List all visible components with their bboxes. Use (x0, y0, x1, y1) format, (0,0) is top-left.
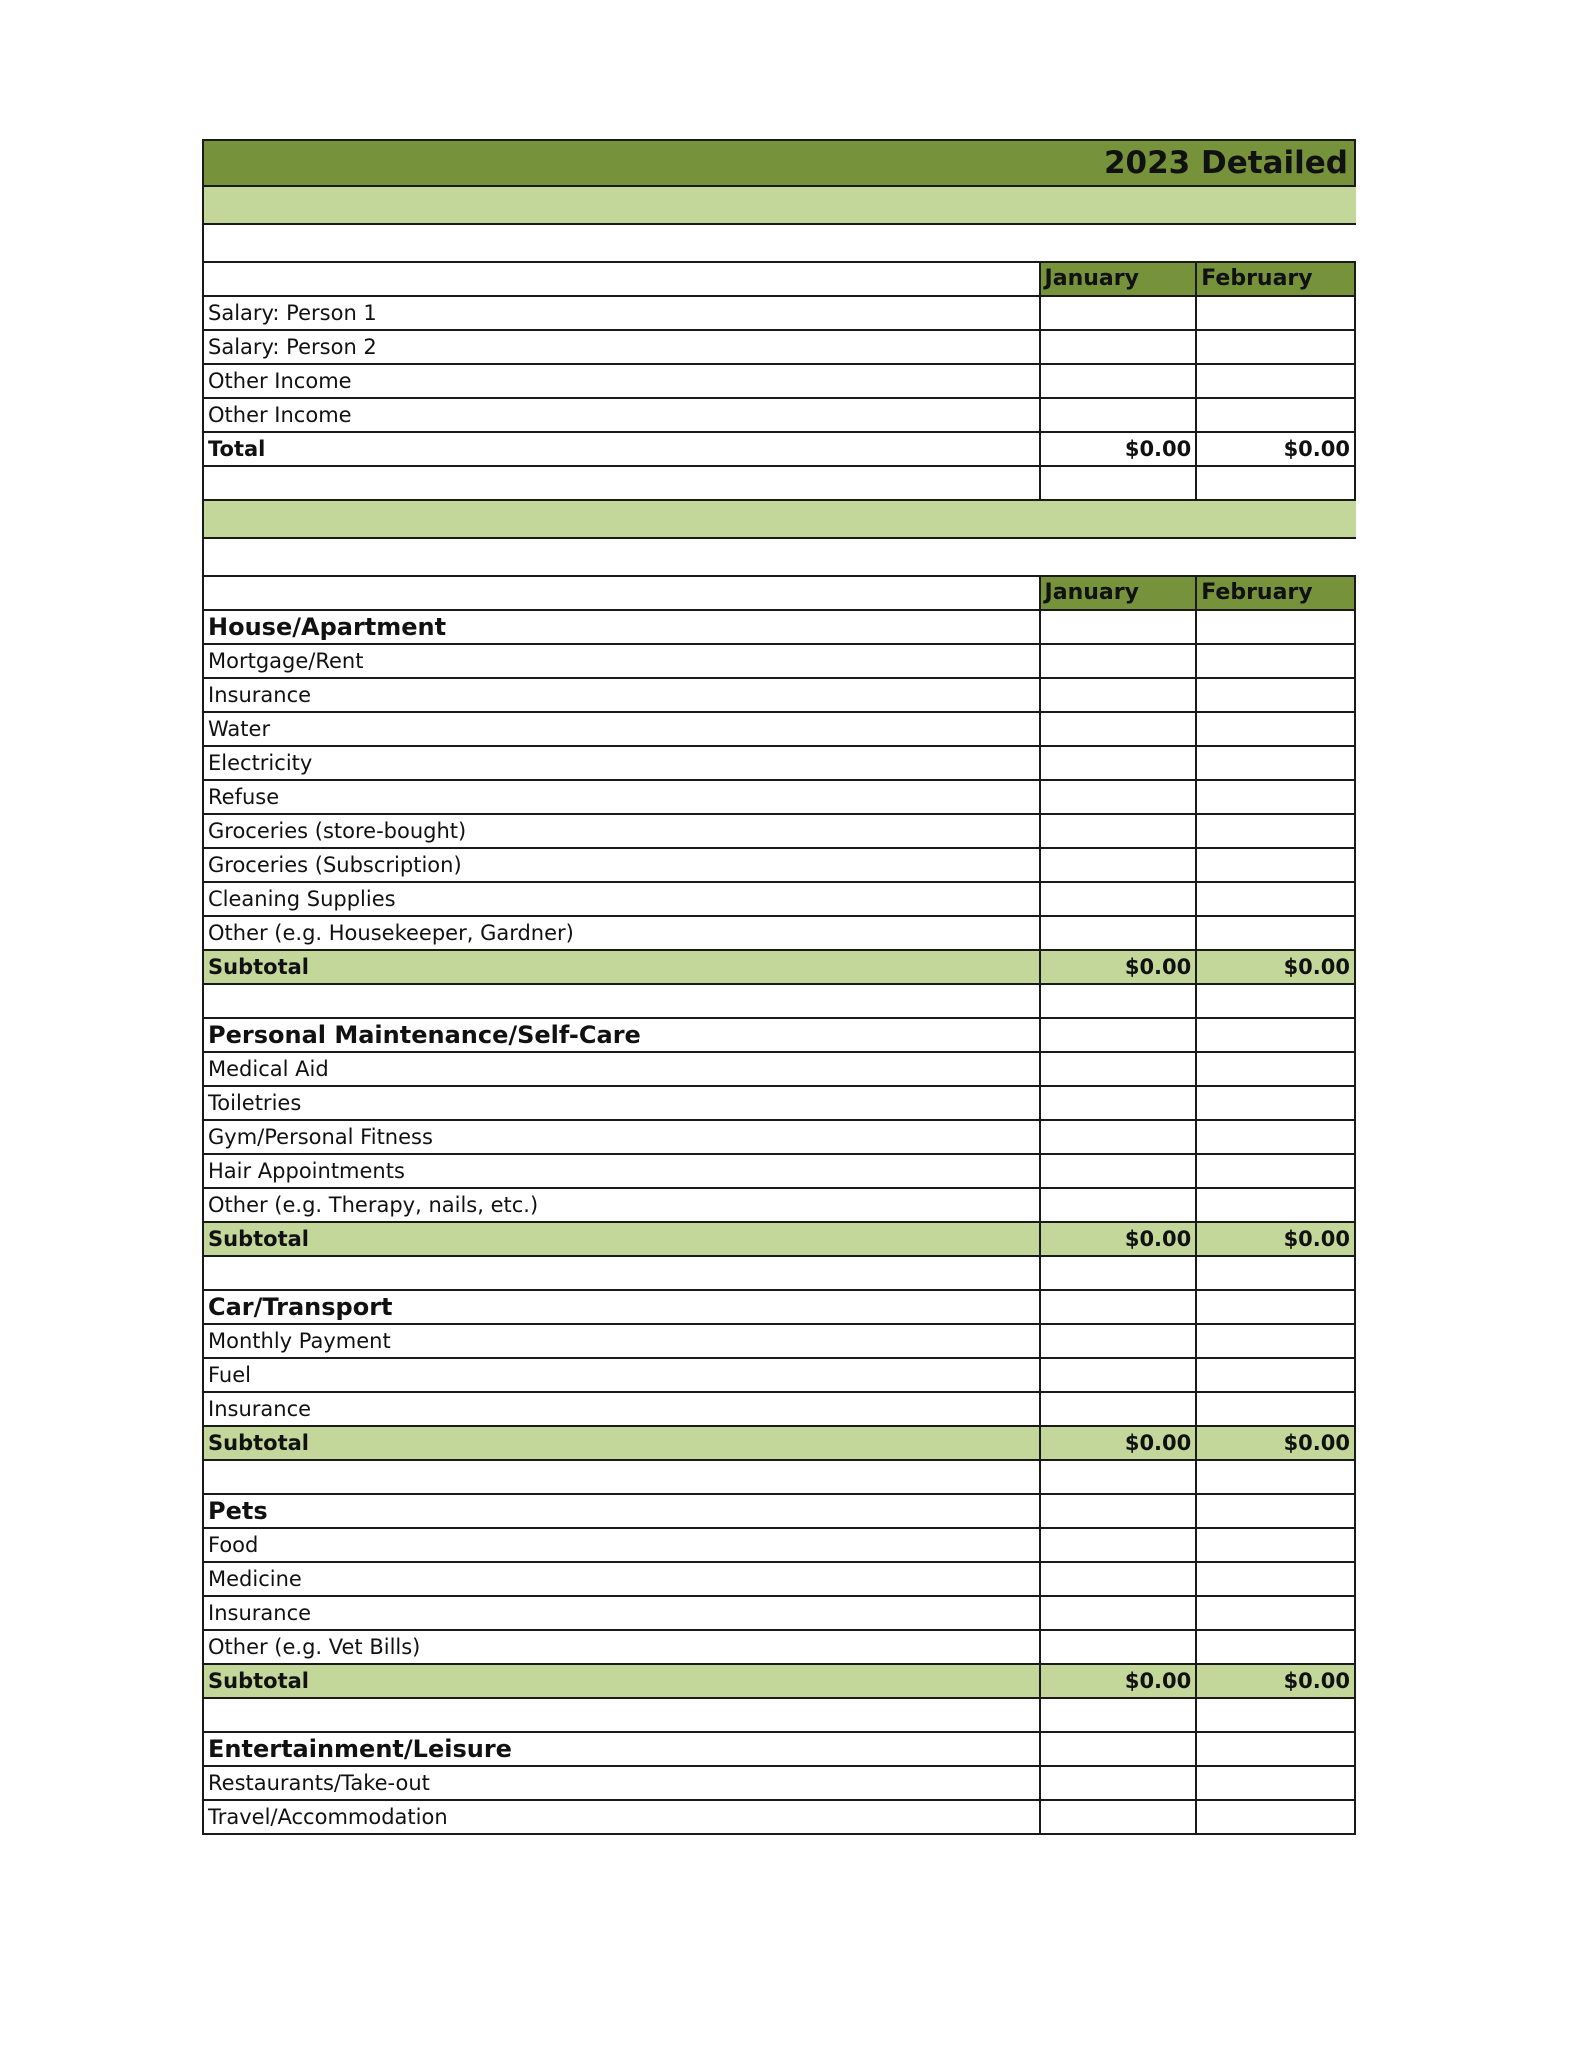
february-cell[interactable] (1197, 365, 1354, 397)
february-cell[interactable] (1197, 1631, 1354, 1663)
january-cell (1041, 1495, 1198, 1527)
january-cell[interactable] (1041, 815, 1198, 847)
january-cell: January (1041, 263, 1198, 295)
january-cell: $0.00 (1041, 433, 1198, 465)
row-label: Groceries (store-bought) (204, 815, 1041, 847)
row-label: Other (e.g. Vet Bills) (204, 1631, 1041, 1663)
expense-row (202, 1121, 1356, 1155)
january-cell: January (1041, 577, 1198, 609)
expense-row (202, 1393, 1356, 1427)
row-label: Hair Appointments (204, 1155, 1041, 1187)
row-label: Subtotal (204, 1223, 1041, 1255)
expense-row (202, 1359, 1356, 1393)
expense-row (202, 1529, 1356, 1563)
row-label: Car/Transport (204, 1291, 1041, 1323)
row-label: Salary: Person 1 (204, 297, 1041, 329)
expense-row (202, 1563, 1356, 1597)
title-bar (202, 139, 1356, 187)
month-header-row (202, 263, 1356, 297)
income-total-row (202, 433, 1356, 467)
january-cell[interactable] (1041, 399, 1198, 431)
expense-row (202, 781, 1356, 815)
january-cell[interactable] (1041, 747, 1198, 779)
february-cell (1197, 1291, 1354, 1323)
row-label: Toiletries (204, 1087, 1041, 1119)
row-label: Electricity (204, 747, 1041, 779)
income-table (202, 263, 1356, 501)
january-cell (1041, 1461, 1198, 1493)
expense-row (202, 1767, 1356, 1801)
section-heading-row (202, 1019, 1356, 1053)
expense-row (202, 1087, 1356, 1121)
spacer-row (202, 539, 1356, 577)
february-cell[interactable] (1197, 1121, 1354, 1153)
income-band (202, 187, 1356, 225)
expense-row (202, 883, 1356, 917)
february-cell[interactable] (1197, 1155, 1354, 1187)
row-label: Insurance (204, 1597, 1041, 1629)
january-cell (1041, 1019, 1198, 1051)
row-label: Pets (204, 1495, 1041, 1527)
february-cell[interactable] (1197, 1053, 1354, 1085)
january-cell[interactable] (1041, 645, 1198, 677)
february-cell[interactable] (1197, 1767, 1354, 1799)
january-cell[interactable] (1041, 1631, 1198, 1663)
february-cell[interactable] (1197, 679, 1354, 711)
february-cell (1197, 467, 1354, 499)
row-label: Water (204, 713, 1041, 745)
row-label: Refuse (204, 781, 1041, 813)
row-label: Subtotal (204, 1665, 1041, 1697)
sheet-title: 2023 Detailed (1103, 145, 1348, 181)
expense-row (202, 815, 1356, 849)
expense-row (202, 713, 1356, 747)
row-label: Total (204, 433, 1041, 465)
february-cell[interactable] (1197, 1529, 1354, 1561)
february-cell (1197, 611, 1354, 643)
february-cell (1197, 1257, 1354, 1289)
january-cell (1041, 1733, 1198, 1765)
january-cell[interactable] (1041, 1767, 1198, 1799)
february-cell (1197, 1461, 1354, 1493)
february-cell (1197, 1495, 1354, 1527)
january-cell[interactable] (1041, 1325, 1198, 1357)
expense-row (202, 1155, 1356, 1189)
february-cell[interactable] (1197, 645, 1354, 677)
row-label: Insurance (204, 1393, 1041, 1425)
january-cell: $0.00 (1041, 1223, 1198, 1255)
blank-row (202, 985, 1356, 1019)
february-cell (1197, 1733, 1354, 1765)
january-cell[interactable] (1041, 1189, 1198, 1221)
income-row (202, 331, 1356, 365)
february-cell[interactable] (1197, 1563, 1354, 1595)
february-cell[interactable] (1197, 917, 1354, 949)
expense-row (202, 679, 1356, 713)
january-cell (1041, 467, 1198, 499)
january-cell[interactable] (1041, 331, 1198, 363)
expense-row (202, 1631, 1356, 1665)
february-cell[interactable] (1197, 1189, 1354, 1221)
january-cell[interactable] (1041, 1155, 1198, 1187)
expense-row (202, 1325, 1356, 1359)
expense-row (202, 1597, 1356, 1631)
row-label: Other (e.g. Housekeeper, Gardner) (204, 917, 1041, 949)
february-cell[interactable] (1197, 1325, 1354, 1357)
february-cell[interactable] (1197, 713, 1354, 745)
row-label: Cleaning Supplies (204, 883, 1041, 915)
row-label: Restaurants/Take-out (204, 1767, 1041, 1799)
subtotal-row (202, 1427, 1356, 1461)
blank-row (202, 467, 1356, 501)
january-cell (1041, 1257, 1198, 1289)
income-row (202, 399, 1356, 433)
row-label: Monthly Payment (204, 1325, 1041, 1357)
row-label (204, 1461, 1041, 1493)
february-cell[interactable] (1197, 781, 1354, 813)
income-row (202, 365, 1356, 399)
row-label (204, 577, 1041, 609)
february-cell[interactable] (1197, 1087, 1354, 1119)
january-cell[interactable] (1041, 1801, 1198, 1833)
january-cell[interactable] (1041, 781, 1198, 813)
february-cell (1197, 985, 1354, 1017)
february-cell (1197, 1019, 1354, 1051)
february-cell: $0.00 (1283, 1431, 1350, 1455)
expense-row (202, 747, 1356, 781)
row-label: Groceries (Subscription) (204, 849, 1041, 881)
january-cell[interactable] (1041, 1053, 1198, 1085)
february-cell: $0.00 (1283, 1227, 1350, 1251)
expense-row (202, 1801, 1356, 1835)
january-cell[interactable] (1041, 1393, 1198, 1425)
expense-row (202, 1053, 1356, 1087)
january-cell[interactable] (1041, 713, 1198, 745)
february-cell[interactable] (1197, 1801, 1354, 1833)
february-cell[interactable] (1197, 331, 1354, 363)
january-cell[interactable] (1041, 1087, 1198, 1119)
february-cell: February (1197, 263, 1354, 295)
february-cell[interactable] (1197, 747, 1354, 779)
row-label: Medical Aid (204, 1053, 1041, 1085)
february-cell[interactable] (1197, 849, 1354, 881)
february-cell (1197, 1699, 1354, 1731)
january-cell[interactable] (1041, 1597, 1198, 1629)
expense-row (202, 645, 1356, 679)
january-cell (1041, 1699, 1198, 1731)
row-label: Entertainment/Leisure (204, 1733, 1041, 1765)
february-cell[interactable] (1197, 815, 1354, 847)
january-cell[interactable] (1041, 679, 1198, 711)
february-cell: $0.00 (1283, 955, 1350, 979)
february-cell[interactable] (1197, 297, 1354, 329)
february-cell[interactable] (1197, 399, 1354, 431)
row-label: Medicine (204, 1563, 1041, 1595)
section-heading-row (202, 1291, 1356, 1325)
january-cell: $0.00 (1041, 1427, 1198, 1459)
row-label: Food (204, 1529, 1041, 1561)
row-label (204, 1257, 1041, 1289)
february-cell[interactable] (1197, 1597, 1354, 1629)
january-cell (1041, 611, 1198, 643)
income-row (202, 297, 1356, 331)
row-label (204, 1699, 1041, 1731)
row-label (204, 263, 1041, 295)
january-cell[interactable] (1041, 1563, 1198, 1595)
expense-row (202, 917, 1356, 951)
row-label (204, 985, 1041, 1017)
january-cell[interactable] (1041, 917, 1198, 949)
section-heading-row (202, 1495, 1356, 1529)
row-label: Travel/Accommodation (204, 1801, 1041, 1833)
spacer-row (202, 225, 1356, 263)
blank-row (202, 1461, 1356, 1495)
january-cell: $0.00 (1041, 951, 1198, 983)
february-cell: $0.00 (1283, 1669, 1350, 1693)
february-cell[interactable] (1197, 883, 1354, 915)
expenses-band (202, 501, 1356, 539)
february-cell[interactable] (1197, 1359, 1354, 1391)
section-heading-row (202, 1733, 1356, 1767)
expense-row (202, 1189, 1356, 1223)
february-cell: $0.00 (1283, 437, 1350, 461)
expenses-table (202, 577, 1356, 1835)
row-label: Gym/Personal Fitness (204, 1121, 1041, 1153)
row-label: Mortgage/Rent (204, 645, 1041, 677)
subtotal-row (202, 1665, 1356, 1699)
january-cell[interactable] (1041, 297, 1198, 329)
row-label (204, 467, 1041, 499)
blank-row (202, 1257, 1356, 1291)
row-label: Subtotal (204, 951, 1041, 983)
february-cell: February (1197, 577, 1354, 609)
month-header-row (202, 577, 1356, 611)
january-cell[interactable] (1041, 365, 1198, 397)
row-label: Personal Maintenance/Self-Care (204, 1019, 1041, 1051)
row-label: Subtotal (204, 1427, 1041, 1459)
february-cell[interactable] (1197, 1393, 1354, 1425)
january-cell (1041, 985, 1198, 1017)
row-label: Other Income (204, 399, 1041, 431)
blank-row (202, 1699, 1356, 1733)
january-cell[interactable] (1041, 1121, 1198, 1153)
january-cell[interactable] (1041, 883, 1198, 915)
january-cell[interactable] (1041, 849, 1198, 881)
january-cell[interactable] (1041, 1529, 1198, 1561)
row-label: Other Income (204, 365, 1041, 397)
section-heading-row (202, 611, 1356, 645)
subtotal-row (202, 1223, 1356, 1257)
january-cell: $0.00 (1041, 1665, 1198, 1697)
expense-row (202, 849, 1356, 883)
row-label: Other (e.g. Therapy, nails, etc.) (204, 1189, 1041, 1221)
january-cell (1041, 1291, 1198, 1323)
january-cell[interactable] (1041, 1359, 1198, 1391)
row-label: Insurance (204, 679, 1041, 711)
subtotal-row (202, 951, 1356, 985)
row-label: House/Apartment (204, 611, 1041, 643)
row-label: Salary: Person 2 (204, 331, 1041, 363)
budget-sheet (202, 139, 1356, 1835)
row-label: Fuel (204, 1359, 1041, 1391)
